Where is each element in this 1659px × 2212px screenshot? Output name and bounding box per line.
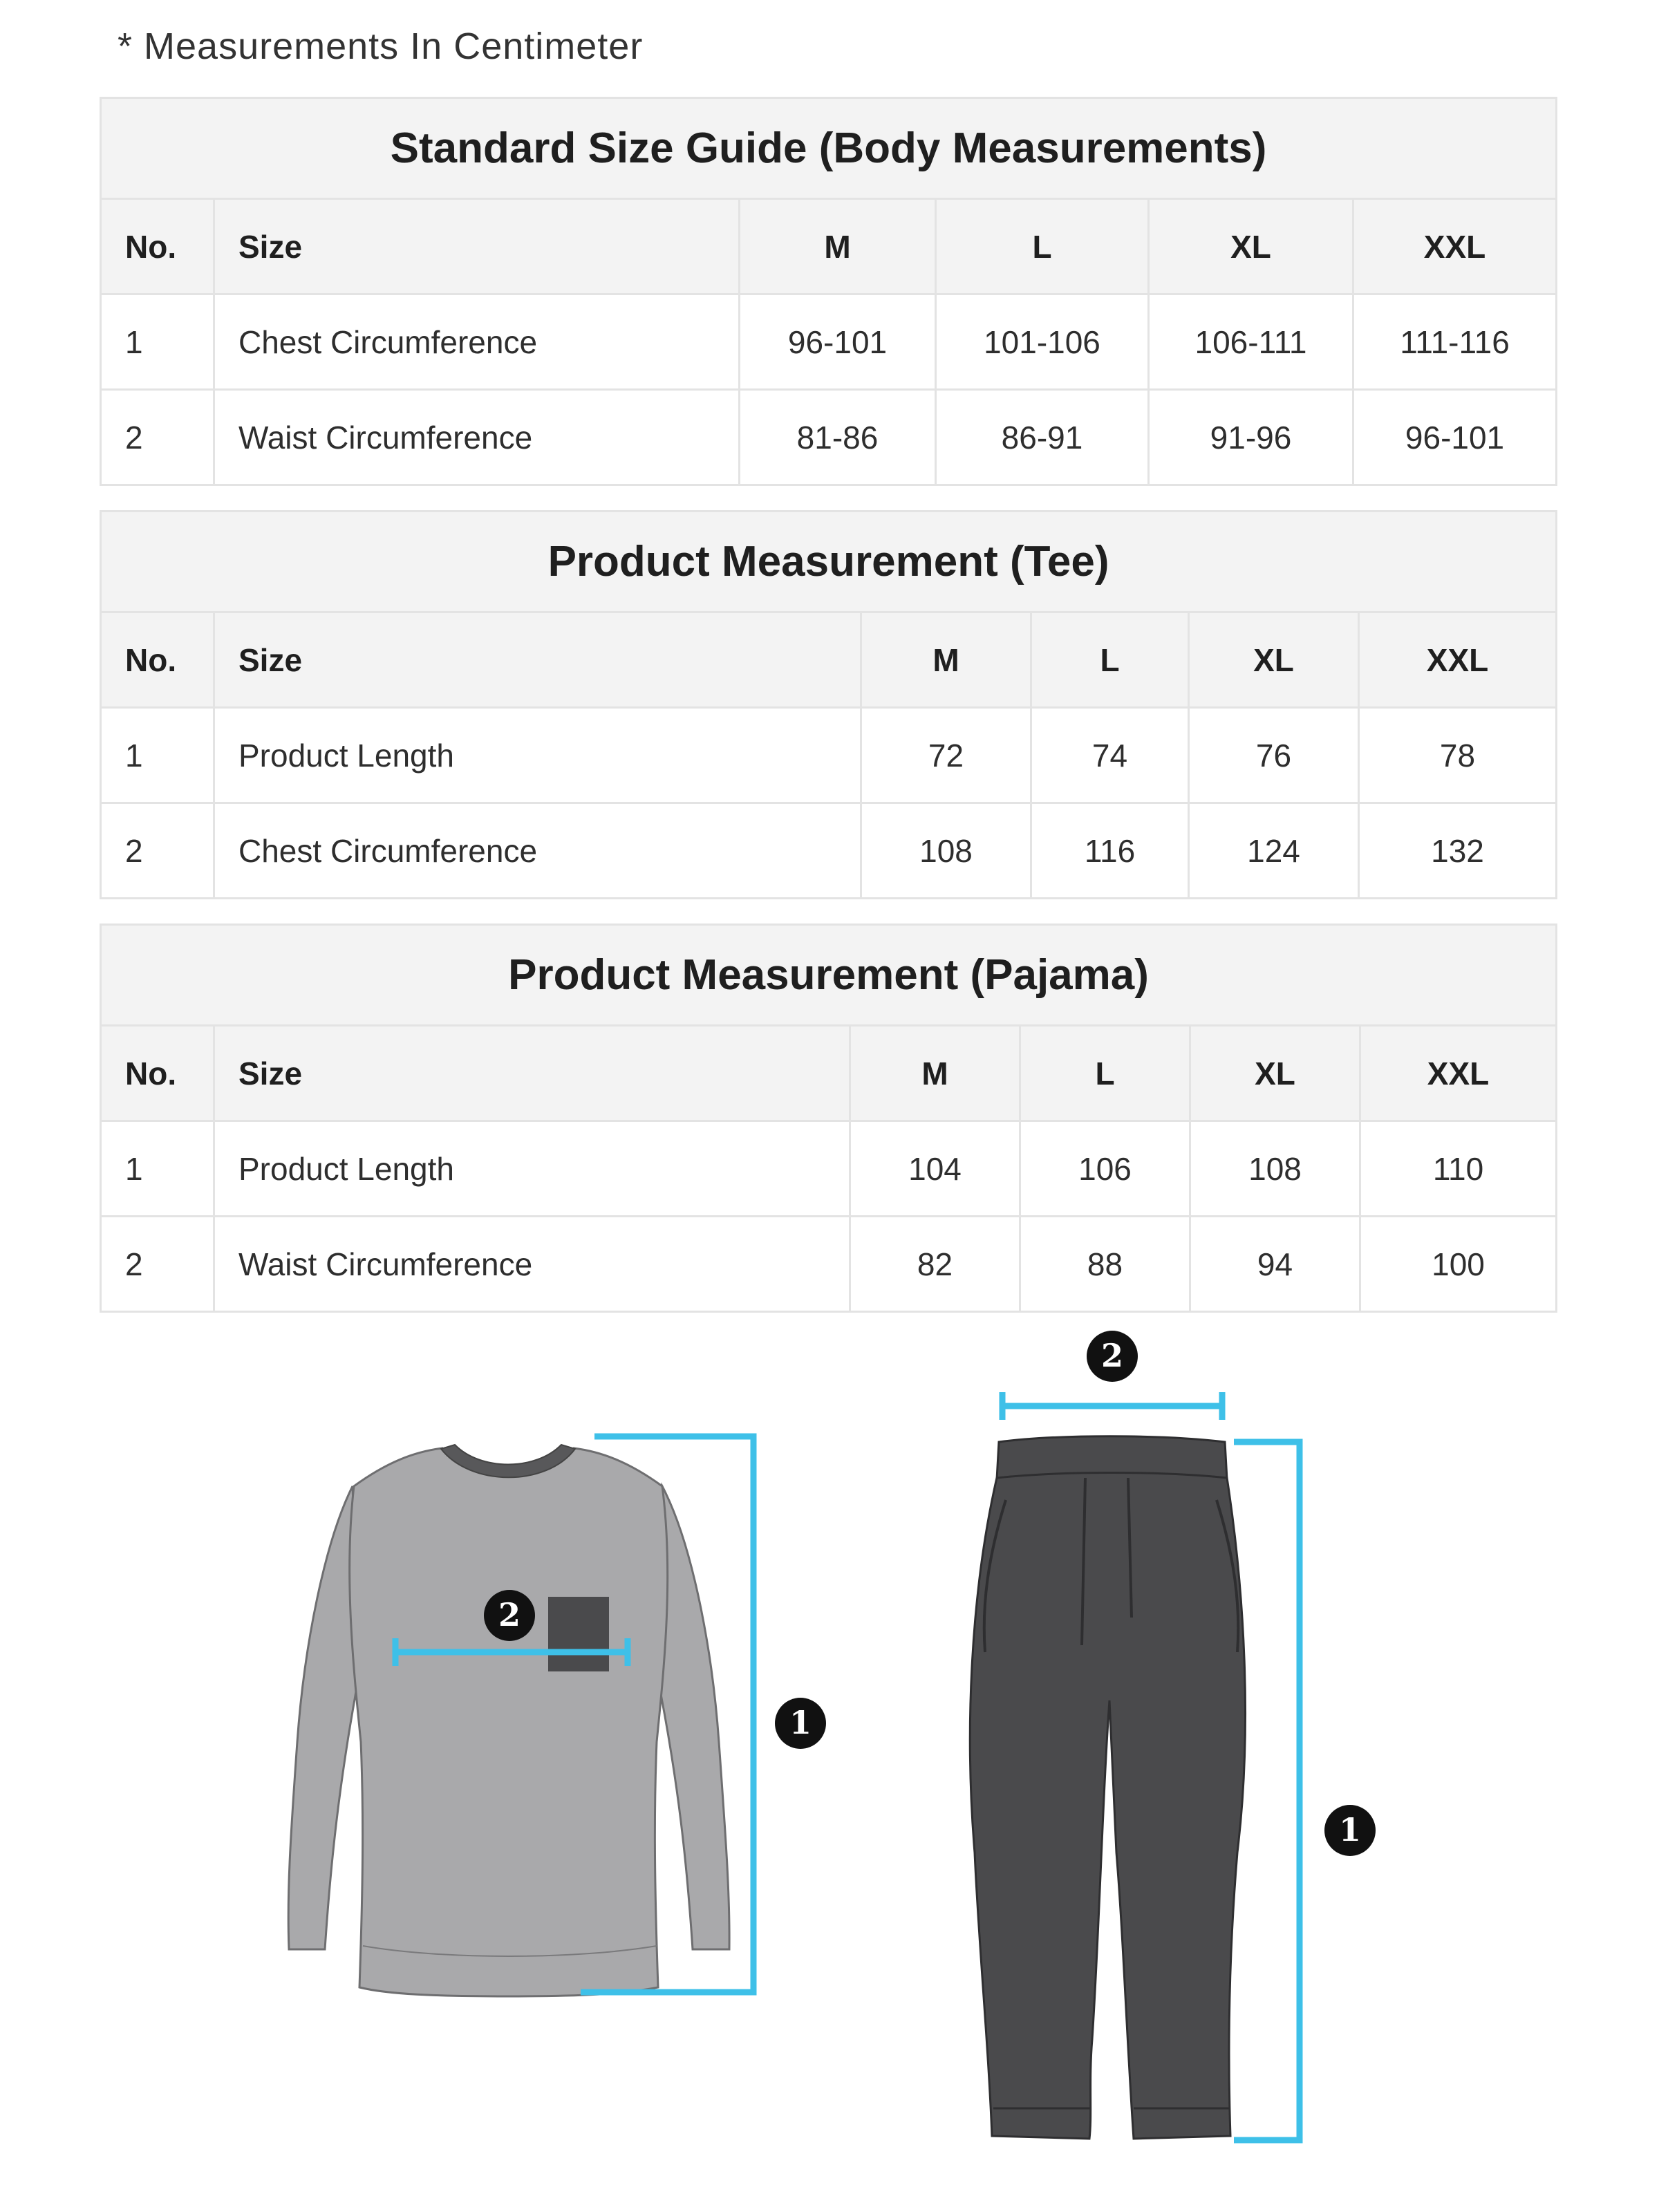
value-xxl: 100 (1360, 1217, 1557, 1312)
header-size-l: L (1031, 612, 1189, 708)
table-row (101, 294, 1557, 390)
product-tee-table (100, 510, 1557, 899)
value-xxl: 110 (1360, 1121, 1557, 1217)
table-row (101, 390, 1557, 485)
header-size-xxl: XXL (1360, 1026, 1557, 1121)
row-number: 2 (101, 803, 214, 899)
header-no: No. (101, 612, 214, 708)
header-size-xxl: XXL (1359, 612, 1557, 708)
row-number: 1 (101, 294, 214, 390)
value-m: 82 (850, 1217, 1020, 1312)
tee-marker-1 (775, 1698, 826, 1749)
row-label: Waist Circumference (214, 1217, 850, 1312)
row-label: Chest Circumference (214, 803, 861, 899)
value-xl: 108 (1190, 1121, 1360, 1217)
table-row (101, 1217, 1557, 1312)
header-size: Size (214, 1026, 850, 1121)
value-xl: 106-111 (1149, 294, 1353, 390)
row-label: Product Length (214, 1121, 850, 1217)
value-xxl: 132 (1359, 803, 1557, 899)
pajama-marker-2 (1087, 1331, 1138, 1382)
row-label: Product Length (214, 708, 861, 803)
value-m: 108 (861, 803, 1031, 899)
header-no: No. (101, 199, 214, 294)
table-title: Standard Size Guide (Body Measurements) (101, 98, 1557, 199)
table-row (101, 708, 1557, 803)
product-pajama-table (100, 924, 1557, 1313)
value-xxl: 111-116 (1353, 294, 1557, 390)
header-size-l: L (936, 199, 1149, 294)
value-xxl: 78 (1359, 708, 1557, 803)
header-size-xxl: XXL (1353, 199, 1557, 294)
value-m: 96-101 (740, 294, 936, 390)
value-l: 116 (1031, 803, 1189, 899)
row-label: Waist Circumference (214, 390, 740, 485)
value-m: 81-86 (740, 390, 936, 485)
row-number: 2 (101, 1217, 214, 1312)
value-l: 106 (1020, 1121, 1190, 1217)
table-title: Product Measurement (Pajama) (101, 925, 1557, 1026)
long-sleeve-tee-icon (288, 1445, 729, 1996)
value-xl: 91-96 (1149, 390, 1353, 485)
value-l: 101-106 (936, 294, 1149, 390)
pajama-pants-icon (970, 1436, 1245, 2139)
value-m: 72 (861, 708, 1031, 803)
value-xl: 94 (1190, 1217, 1360, 1312)
table-title: Product Measurement (Tee) (101, 512, 1557, 612)
value-l: 86-91 (936, 390, 1149, 485)
header-size-m: M (850, 1026, 1020, 1121)
header-size-m: M (861, 612, 1031, 708)
value-xl: 76 (1189, 708, 1359, 803)
value-xxl: 96-101 (1353, 390, 1557, 485)
pajama-marker-1 (1324, 1805, 1376, 1856)
row-label: Chest Circumference (214, 294, 740, 390)
header-size-xl: XL (1189, 612, 1359, 708)
tee-marker-2 (484, 1590, 535, 1641)
value-xl: 124 (1189, 803, 1359, 899)
units-note: * Measurements In Centimeter (118, 26, 644, 67)
value-m: 104 (850, 1121, 1020, 1217)
marker-label: 2 (498, 1596, 521, 1633)
header-size-l: L (1020, 1026, 1190, 1121)
header-size: Size (214, 612, 861, 708)
table-row (101, 1121, 1557, 1217)
size-guide-body-table (100, 97, 1557, 486)
value-l: 74 (1031, 708, 1189, 803)
header-size-xl: XL (1190, 1026, 1360, 1121)
header-size-m: M (740, 199, 936, 294)
row-number: 1 (101, 708, 214, 803)
marker-label: 1 (1338, 1811, 1362, 1848)
marker-label: 2 (1100, 1337, 1124, 1374)
header-size-xl: XL (1149, 199, 1353, 294)
value-l: 88 (1020, 1217, 1190, 1312)
table-row (101, 803, 1557, 899)
measurement-illustrations (0, 1313, 1659, 2212)
marker-label: 1 (789, 1704, 812, 1741)
header-no: No. (101, 1026, 214, 1121)
pajama-waist-measure-line (1002, 1392, 1222, 1420)
row-number: 1 (101, 1121, 214, 1217)
header-size: Size (214, 199, 740, 294)
row-number: 2 (101, 390, 214, 485)
